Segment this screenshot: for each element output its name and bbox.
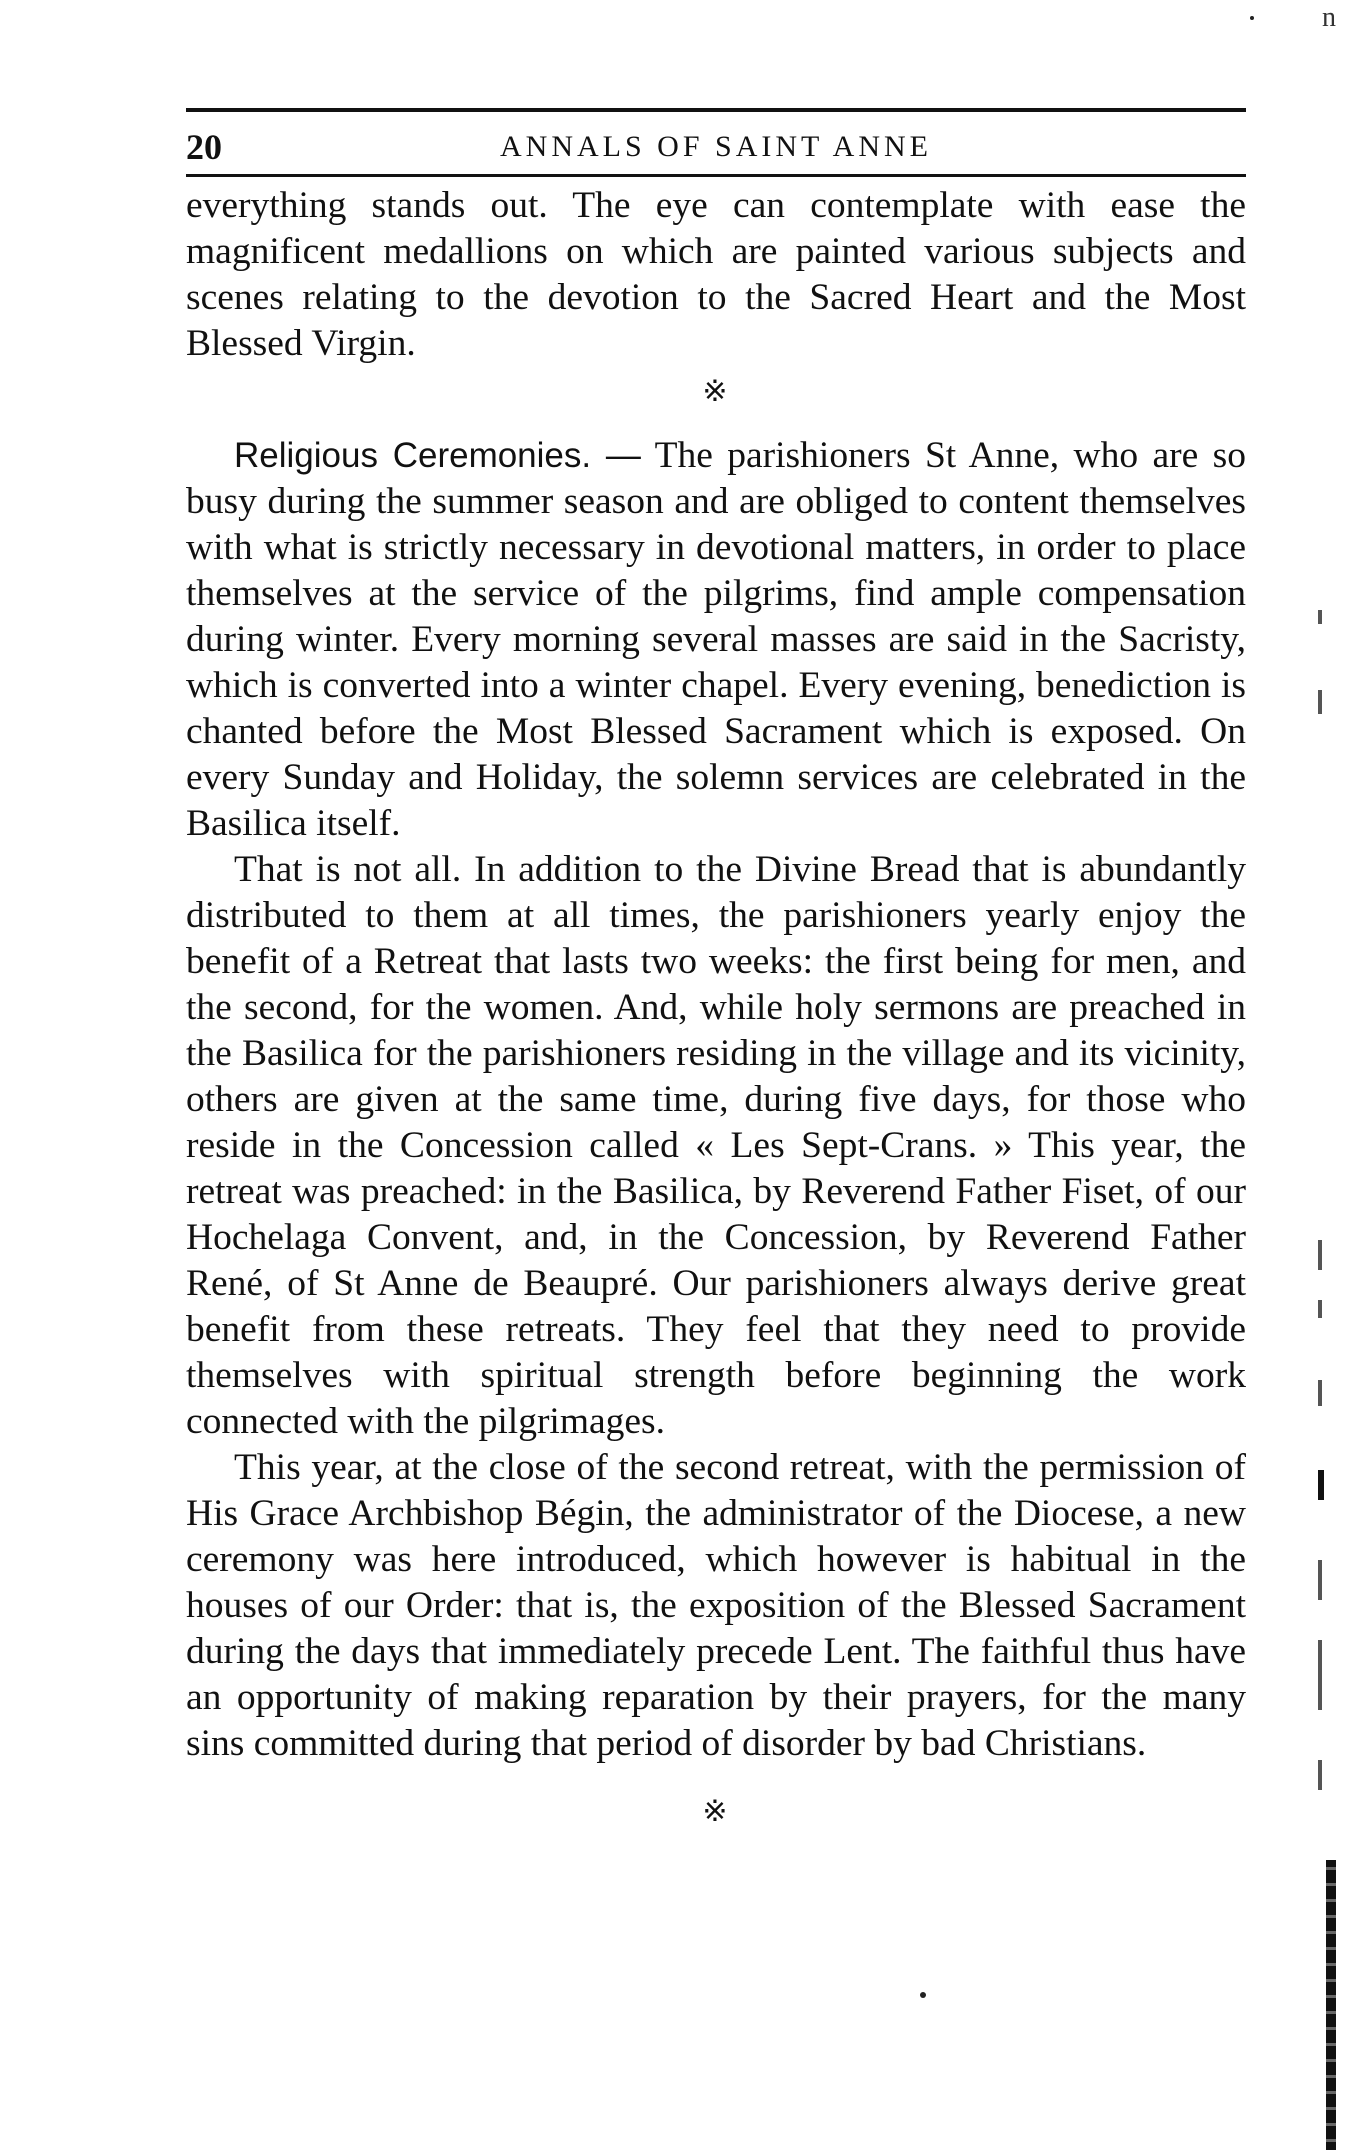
ornament-end: ※ [702, 1795, 730, 1828]
margin-speck [1318, 690, 1322, 714]
running-title: ANNALS OF SAINT ANNE [500, 130, 932, 163]
margin-speck [1318, 610, 1322, 624]
margin-speck [1318, 1240, 1322, 1270]
margin-dot [1250, 16, 1254, 20]
margin-speck [1318, 1300, 1322, 1318]
paragraph-2 [186, 433, 1246, 847]
paragraph-3: That is not all. In addition to the Divine Bread that is abundantly distributed to them at all times, the parishioners yearly enjoy the benefit of a Retreat that lasts two weeks: the first being for men, and the second, for the women. And, while holy sermons are preached in the Basilica for the parishioners residing in the village and its vicinity, others are given at the same time, during five days, for those who reside in the Concession called « Les Sept-Crans. » This year, the retreat was preached: in the Basilica, by Reverend Father Fiset, of our Hochelaga Convent, and, in the Concession, by Reverend Father René, of St Anne de Beaupré. Our parishioners always derive great benefit from these retreats. They feel that they need to provide themselves with spiritual strength before beginning the work connected with the pilgrimages. [186, 849, 1246, 1442]
ornament-divider: ※ [702, 375, 730, 408]
margin-speck [1318, 1760, 1322, 1790]
page-edge-strip [1326, 1860, 1336, 2150]
section-heading: Religious Ceremonies. — [234, 436, 641, 475]
corner-mark: n [1322, 2, 1336, 33]
margin-speck [1318, 1640, 1322, 1710]
body-text [186, 183, 1246, 1835]
margin-speck [1318, 1560, 1322, 1600]
header-rule-top [186, 108, 1246, 112]
margin-dot [920, 1992, 926, 1998]
margin-speck [1318, 1470, 1324, 1500]
paragraph-4: This year, at the close of the second retreat, with the permission of His Grace Archbishop Bégin, the administrator of the Diocese, a new ceremony was here introduced, which however is habitual in the houses of our Order: that is, the exposition of the Blessed Sacrament during the days that immediately precede Lent. The faithful thus have an opportunity of making reparation by their prayers, for the many sins committed during that period of disorder by bad Christians. [186, 1447, 1246, 1764]
running-header [186, 126, 1246, 166]
paragraph-1: everything stands out. The eye can contemplate with ease the magnificent medallions on which are painted various subjects and scenes relating to the devotion to the Sacred Heart and the Most Blessed Virgin. [186, 185, 1246, 364]
page-number: 20 [186, 127, 222, 167]
paragraph-2-text: The parishioners St Anne, who are so busy during the summer season and are obliged to content themselves with what is strictly necessary in devotional matters, in order to place themselves at the service of the pilgrims, find ample compensation during winter. Every morning several masses are said in the Sacristy, which is converted into a winter chapel. Every evening, benediction is chanted before the Most Blessed Sacrament which is exposed. On every Sunday and Holiday, the solemn services are celebrated in the Basilica itself. [186, 435, 1247, 844]
header-rule-bottom [186, 174, 1246, 177]
margin-speck [1318, 1380, 1322, 1406]
book-page [186, 108, 1246, 1835]
